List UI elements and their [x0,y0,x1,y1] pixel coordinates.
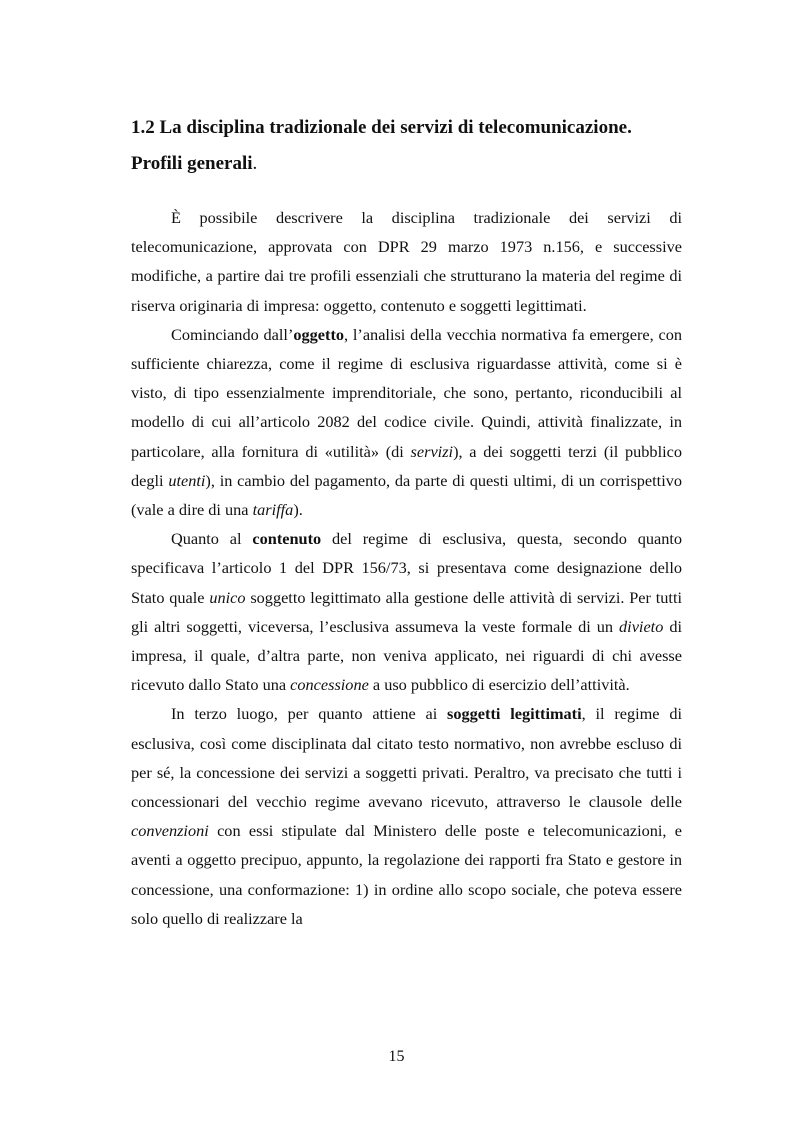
bold-term-contenuto: contenuto [252,529,322,549]
text-run: , il regime di esclusiva, così come disciplinata dal citato testo normativo, non avrebbe escluso di per sé, la concessione dei servizi a soggetti privati. Peraltro, va precisato che tutti i concessionari del vecchio regime avevano ricevuto, attraverso le clausole delle [131,704,682,812]
text-run: Quanto al [171,529,253,549]
text-run: ). [293,500,303,520]
text-run: ), in cambio del pagamento, da parte di questi ultimi, di un corrispettivo (vale a dire di una [131,470,682,520]
section-heading-text: 1.2 La disciplina tradizionale dei servizi di telecomunicazione. Profili generali [131,117,632,174]
text-run: di impresa, il quale, d’altra parte, non veniva applicato, nei riguardi di chi avesse ricevuto dallo Stato una [131,616,682,695]
paragraph-contenuto [131,524,682,699]
italic-term-concessione: concessione [290,675,369,695]
text-run: a uso pubblico di esercizio dell’attività. [368,675,630,695]
body-text [131,203,682,933]
text-run: Cominciando dall’ [171,324,294,344]
text-run: È possibile descrivere la disciplina tradizionale dei servizi di telecomunicazione, approvata con DPR 29 marzo 1973 n.156, e successive modifiche, a partire dai tre profili essenziali che strutturano la materia del regime di riserva originaria di impresa: oggetto, contenuto e soggetti legittimati. [131,208,682,315]
italic-term-servizi: servizi [410,441,454,461]
page-number: 15 [388,1048,405,1065]
text-run: con essi stipulate dal Ministero delle poste e telecomunicazioni, e aventi a oggetto precipuo, appunto, la regolazione dei rapporti fra Stato e gestore in concessione, una conformazione: 1) in ordine allo scopo sociale, che poteva essere solo quello di realizzare la [131,821,682,928]
bold-term-soggetti-legittimati: soggetti legittimati [447,704,582,724]
text-run: ), a dei soggetti terzi (il pubblico degli [131,441,682,490]
italic-term-convenzioni: convenzioni [131,821,209,841]
italic-term-divieto: divieto [619,616,664,636]
italic-term-tariffa: tariffa [252,500,294,520]
text-run: , l’analisi della vecchia normativa fa emergere, con sufficiente chiarezza, come il regime di esclusiva riguardasse attività, come si è visto, di tipo essenzialmente imprenditoriale, che sono, pertanto, riconducibili al modello di cui all’articolo 2082 del codice civile. Quindi, attività finalizzate, in particolare, alla fornitura di «utilità» (di [131,324,682,461]
text-run: In terzo luogo, per quanto attiene ai [171,704,448,724]
section-heading [131,110,683,182]
italic-term-unico: unico [209,587,246,607]
text-run: soggetto legittimato alla gestione delle attività di servizi. Per tutti gli altri soggetti, viceversa, l’esclusiva assumeva la veste formale di un [131,587,682,636]
paragraph-soggetti [131,699,682,933]
bold-term-oggetto: oggetto [293,324,345,344]
italic-term-utenti: utenti [168,470,206,490]
paragraph-oggetto [131,320,682,524]
paragraph-intro [131,203,682,320]
section-heading-period: . [252,153,258,174]
text-run: del regime di esclusiva, questa, secondo quanto specificava l’articolo 1 del DPR 156/73, si presentava come designazione dello Stato quale [131,529,683,607]
